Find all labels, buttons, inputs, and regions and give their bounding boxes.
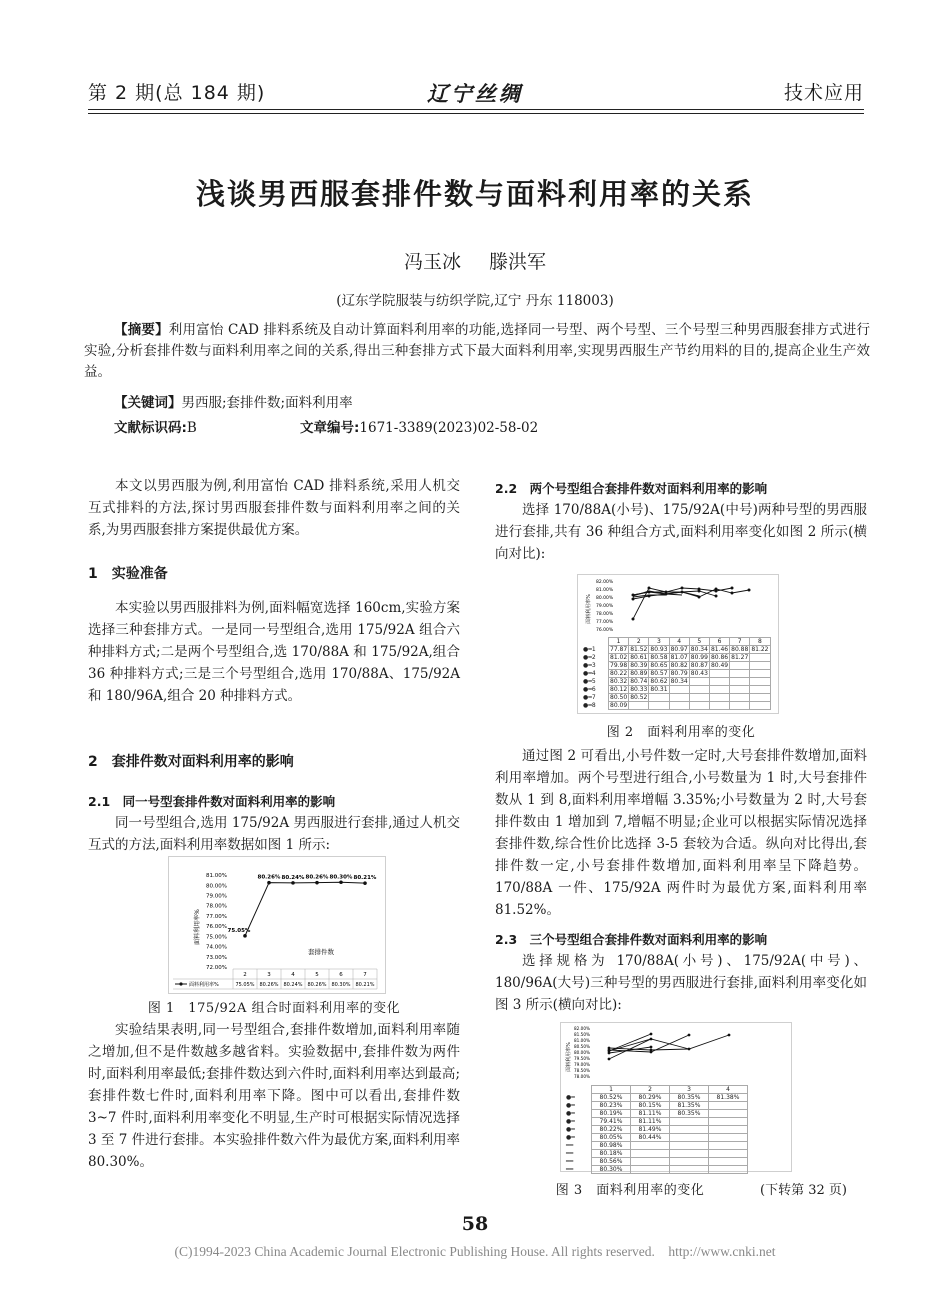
legend-line-icon: ●━ [566, 1094, 575, 1101]
legend-line-icon: ●━ [566, 1126, 575, 1133]
table-row [582, 670, 770, 678]
intro-paragraph: 本文以男西服为例,利用富怡 CAD 排料系统,采用人机交互式排料的方法,探讨男西服套排件数与面料利用率之间的关系,为男西服套排方案提供最优方案。 [88, 478, 460, 538]
table-cell: 80.12 [610, 686, 628, 693]
legend-line-icon: ●━ [566, 1102, 575, 1109]
fig3-ytick: 79.00% [574, 1062, 590, 1067]
table-row [565, 1134, 748, 1142]
table-cell: 81.38% [709, 1094, 748, 1102]
table-cell [709, 1134, 748, 1142]
series-id: 8 [591, 702, 596, 709]
table-cell: 80.61 [630, 654, 648, 661]
fig2-ytick: 82.00% [596, 580, 614, 585]
table-cell: 80.93 [650, 646, 668, 653]
fig1-point [339, 880, 343, 884]
table-cell: 81.11% [631, 1110, 670, 1118]
section-2-heading: 2 套排件数对面料利用率的影响 [88, 754, 294, 770]
table-cell: 80.09 [610, 702, 628, 709]
table-cell: 80.31 [650, 686, 668, 693]
table-cell [670, 1134, 709, 1142]
fig1-table-value: 80.24% [283, 982, 303, 988]
col-header: 7 [730, 638, 750, 646]
col-header: 4 [709, 1086, 748, 1094]
table-cell: 79.98 [610, 662, 628, 669]
table-cell: 80.97 [670, 646, 688, 653]
table-cell [669, 686, 689, 694]
table-cell [709, 1150, 748, 1158]
col-header: 1 [609, 638, 629, 646]
fig1-xlabel: 套排件数 [308, 948, 334, 956]
table-cell [670, 1158, 709, 1166]
table-cell [631, 1150, 670, 1158]
section-1-paragraph: 本实验以男西服排料为例,面料幅宽选择 160cm,实验方案选择三种套排方式。一是同一号型组合,选用 175/92A 组合六种排料方式;二是两个号型组合,选 170/88A 和 175/92A,组合 36 种排料方式;三是三个号型组合,选用 170/88A、175/92A 和 180/96A,组合 20 种排料方式。 [88, 600, 460, 704]
table-cell: 80.15% [631, 1102, 670, 1110]
table-cell: 80.35% [670, 1110, 709, 1118]
table-cell [670, 1166, 709, 1174]
figure-2-caption: 图 2 面料利用率的变化 [606, 725, 756, 740]
col-header: 2 [629, 638, 649, 646]
author-1: 冯玉冰 [403, 251, 461, 273]
table-cell: 80.34 [670, 678, 688, 685]
legend-cell [582, 670, 609, 678]
table-row [582, 646, 770, 654]
table-row [582, 686, 770, 694]
table-cell: 81.46 [710, 646, 729, 653]
legend-cell [582, 678, 609, 686]
article-number-value: 1671-3389(2023)02-58-02 [359, 420, 539, 436]
table-cell [670, 1150, 709, 1158]
col-header: 6 [709, 638, 729, 646]
table-cell [709, 694, 729, 702]
table-cell: 80.56% [592, 1158, 631, 1166]
fig1-point [315, 881, 319, 885]
fig1-ytick: 76.00% [206, 924, 227, 931]
fig1-point [243, 934, 247, 938]
fig1-data-label: 80.21% [353, 875, 377, 882]
keywords-text: 男西服;套排件数;面料利用率 [181, 395, 353, 411]
table-cell: 81.27 [731, 654, 749, 661]
legend-line-icon: ●━ [583, 694, 592, 701]
table-cell: 80.35% [670, 1094, 709, 1102]
fig3-lines [609, 1034, 729, 1059]
fig1-category-label: 3 [267, 972, 271, 978]
table-cell: 80.49 [710, 662, 729, 669]
figure-2 [577, 574, 779, 714]
fig1-category-label: 6 [339, 972, 343, 978]
fig3-ytick: 81.50% [574, 1032, 590, 1037]
table-cell [709, 670, 729, 678]
col-header: 8 [750, 638, 770, 646]
legend-line-icon: ●━ [566, 1134, 575, 1141]
table-cell: 81.35% [670, 1102, 709, 1110]
fig2-ytick: 79.00% [596, 604, 614, 609]
table-cell: 80.98% [592, 1142, 631, 1150]
legend-line-icon: ━━ [566, 1158, 574, 1165]
table-cell: 80.52 [630, 694, 648, 701]
table-cell [709, 1102, 748, 1110]
fig1-data-label: 80.30% [329, 874, 353, 881]
table-cell [709, 686, 729, 694]
affiliation: (辽东学院服装与纺织学院,辽宁 丹东 118003) [336, 293, 614, 309]
section-2-3-paragraph: 选择规格为 170/88A(小号)、175/92A(中号)、180/96A(大号)三种号型的男西服进行套排,面料利用率变化如图 3 所示(横向对比): [495, 953, 867, 1013]
table-cell: 80.79 [670, 670, 688, 677]
table-cell [689, 678, 709, 686]
legend-line-icon: ●━ [583, 670, 592, 677]
fig1-ytick: 75.00% [206, 934, 227, 941]
table-cell [631, 1166, 670, 1174]
fig3-ylabel: 面料利用率% [566, 1042, 572, 1072]
fig1-table-value: 80.21% [355, 982, 375, 988]
table-cell: 80.65 [650, 662, 668, 669]
table-cell [689, 686, 709, 694]
table-row [565, 1158, 748, 1166]
col-header: 5 [689, 638, 709, 646]
table-cell: 80.32 [610, 678, 628, 685]
table-cell [669, 702, 689, 710]
table-row [582, 662, 770, 670]
figure-2-paragraph: 通过图 2 可看出,小号件数一定时,大号套排件数增加,面料利用率增加。两个号型进行组合,小号数量为 1 时,大号套排件数从 1 到 8,面料利用率增幅 3.35%;小号数量为 2 时,大号套排件数由 1 增加到 7,增幅不明显;企业可以根据实际情况选择套排件数,综合性价比选择 3-5 套较为合适。纵向对比得出,套排件数一定,小号套排件数增加,面料利用率呈下降趋势。170/88A 一件、175/92A 两件时为最优方案,面料利用率 81.52%。 [495, 748, 867, 918]
fig1-ytick: 74.00% [206, 944, 227, 951]
table-cell [750, 686, 770, 694]
legend-cell [582, 662, 609, 670]
table-cell: 80.74 [630, 678, 648, 685]
fig1-ytick: 79.00% [206, 893, 227, 900]
table-cell: 80.44% [631, 1134, 670, 1142]
fig1-ytick: 78.00% [206, 903, 227, 910]
legend-line-icon: ━━ [566, 1142, 574, 1149]
legend-cell [582, 694, 609, 702]
fig1-category-label: 5 [315, 972, 319, 978]
fig2-ytick: 77.00% [596, 620, 614, 625]
fig1-table-value: 80.26% [259, 982, 279, 988]
table-cell [689, 702, 709, 710]
table-cell: 80.43 [690, 670, 708, 677]
col-header: 4 [669, 638, 689, 646]
section-1-heading: 1 实验准备 [88, 566, 168, 582]
fig1-table-value: 75.05% [235, 982, 255, 988]
author-2: 滕洪军 [489, 251, 547, 273]
table-cell: 80.52% [592, 1094, 631, 1102]
table-cell [709, 1110, 748, 1118]
article-title: 浅谈男西服套排件数与面料利用率的关系 [195, 177, 754, 211]
figure-1-caption: 图 1 175/92A 组合时面料利用率的变化 [147, 1001, 401, 1016]
keywords-label: 【关键词】 [114, 395, 182, 411]
table-cell [750, 670, 770, 678]
legend-line-icon: ━━ [566, 1166, 574, 1173]
result-paragraph: 实验结果表明,同一号型组合,套排件数增加,面料利用率随之增加,但不是件数越多越省料。实验数据中,套排件数为两件时,面料利用率最低;套排件数达到六件时,面料利用率达到最高;套排件数七件时,面料利用率下降。图中可以看出,套排件数 3~7 件时,面料利用率变化不明显,生产时可根据实际情况选择 3 至 7 件进行套排。本实验排件数六件为最优方案,面料利用率 80.30%。 [88, 1022, 460, 1170]
table-cell: 80.86 [710, 654, 729, 661]
copyright-line: (C)1994-2023 China Academic Journal Electronic Publishing House. All rights reserved. http://www.cnki.net [174, 1244, 776, 1259]
fig1-ytick: 80.00% [206, 883, 227, 890]
table-cell: 81.07 [670, 654, 688, 661]
figure-3-table [565, 1085, 748, 1174]
figure-3-caption: 图 3 面料利用率的变化 [555, 1183, 705, 1198]
legend-line-icon: ●━ [583, 702, 592, 709]
fig3-ytick: 82.00% [574, 1026, 590, 1031]
table-cell [669, 694, 689, 702]
table-cell: 80.99 [690, 654, 708, 661]
col-header: 2 [631, 1086, 670, 1094]
article-number-label: 文章编号: [300, 420, 360, 436]
table-cell: 80.34 [690, 646, 708, 653]
table-cell: 81.11% [631, 1118, 670, 1126]
table-cell [709, 702, 729, 710]
series-id: 3 [591, 662, 596, 669]
fig1-legend-marker [179, 982, 182, 985]
doc-code-value: B [186, 420, 197, 436]
series-id: 1 [591, 646, 596, 653]
table-cell: 80.22% [592, 1126, 631, 1134]
table-cell: 80.29% [631, 1094, 670, 1102]
series-id: 2 [591, 654, 596, 661]
table-cell [649, 702, 669, 710]
fig1-table-value: 80.26% [307, 982, 327, 988]
series-id: 4 [591, 670, 596, 677]
series-id: 5 [591, 678, 596, 685]
table-cell [709, 1158, 748, 1166]
table-cell [750, 702, 770, 710]
fig1-ytick: 81.00% [206, 873, 227, 880]
fig3-ytick: 80.50% [574, 1044, 590, 1049]
keywords [114, 393, 900, 414]
doc-code-label: 文献标识码: [114, 420, 187, 436]
page-number: 58 [461, 1213, 489, 1235]
table-cell: 81.49% [631, 1126, 670, 1134]
table-cell: 80.58 [650, 654, 668, 661]
legend-line-icon: ●━ [566, 1118, 575, 1125]
table-row [565, 1086, 748, 1094]
legend-cell [582, 654, 609, 662]
fig3-ytick: 78.50% [574, 1068, 590, 1073]
fig2-ytick: 76.00% [596, 628, 614, 633]
table-cell: 80.05% [592, 1134, 631, 1142]
fig1-category-label: 7 [363, 972, 367, 978]
series-id: 7 [591, 694, 596, 701]
table-cell [730, 694, 750, 702]
figure-3-chart [561, 1023, 791, 1083]
table-cell: 80.62 [650, 678, 668, 685]
fig3-ytick: 80.00% [574, 1050, 590, 1055]
table-row [565, 1142, 748, 1150]
table-cell: 80.39 [630, 662, 648, 669]
section-2-2-paragraph: 选择 170/88A(小号)、175/92A(中号)两种号型的男西服进行套排,共有 36 种组合方式,面料利用率变化如图 2 所示(横向对比): [495, 502, 867, 562]
abstract [84, 320, 870, 383]
table-row [582, 638, 770, 646]
table-cell [730, 670, 750, 678]
fig3-ytick: 81.00% [574, 1038, 590, 1043]
col-header: 3 [670, 1086, 709, 1094]
figure-1 [168, 856, 386, 994]
legend-line-icon: ●━ [583, 646, 592, 653]
table-cell [730, 702, 750, 710]
table-cell: 80.88 [731, 646, 749, 653]
figure-2-table [582, 637, 771, 710]
section-2-2-heading: 2.2 两个号型组合套排件数对面料利用率的影响 [495, 481, 768, 496]
header-rule [88, 109, 864, 110]
table-cell: 80.30% [592, 1166, 631, 1174]
table-cell [631, 1158, 670, 1166]
table-cell [750, 662, 770, 670]
running-header-issue: 第 2 期(总 184 期) [88, 82, 266, 104]
fig1-data-label: 80.24% [281, 874, 305, 881]
header-rule-thin [88, 113, 864, 114]
table-row [565, 1102, 748, 1110]
running-header-section: 技术应用 [783, 82, 864, 104]
section-2-1-heading: 2.1 同一号型套排件数对面料利用率的影响 [88, 794, 336, 809]
table-cell [709, 1118, 748, 1126]
fig2-ytick: 78.00% [596, 612, 614, 617]
table-row [565, 1166, 748, 1174]
section-2-1-paragraph: 同一号型组合,选用 175/92A 男西服进行套排,通过人机交互式的方法,面料利用率数据如图 1 所示: [88, 815, 460, 853]
table-cell: 80.57 [650, 670, 668, 677]
table-cell [730, 686, 750, 694]
legend-cell [582, 686, 609, 694]
fig1-legend-label: 面料利用率% [189, 982, 219, 988]
table-cell: 80.50 [610, 694, 628, 701]
table-cell [750, 654, 770, 662]
table-cell [689, 694, 709, 702]
fig2-ytick: 81.00% [596, 588, 614, 593]
table-cell [670, 1118, 709, 1126]
table-row [565, 1094, 748, 1102]
table-row [582, 694, 770, 702]
legend-line-icon: ●━ [583, 662, 592, 669]
col-header: 1 [592, 1086, 631, 1094]
table-cell [629, 702, 649, 710]
table-cell: 80.82 [670, 662, 688, 669]
authors [0, 247, 950, 274]
table-cell [730, 678, 750, 686]
abstract-text: 利用富怡 CAD 排料系统及自动计算面料利用率的功能,选择同一号型、两个号型、三个号型三种男西服套排方式进行实验,分析套排件数与面料利用率之间的关系,得出三种套排方式下最大面料利用率,实现男西服生产节约用料的目的,提高企业生产效益。 [84, 322, 871, 380]
table-cell: 80.33 [630, 686, 648, 693]
fig1-data-label: 80.26% [257, 874, 281, 881]
figure-3 [560, 1022, 792, 1172]
table-cell: 80.22 [610, 670, 628, 677]
table-cell [670, 1126, 709, 1134]
fig1-data-label: 80.26% [305, 874, 329, 881]
series-id: 6 [591, 686, 596, 693]
table-row [582, 702, 770, 710]
table-cell: 81.52 [630, 646, 648, 653]
legend-line-icon: ●━ [583, 686, 592, 693]
table-cell: 80.23% [592, 1102, 631, 1110]
fig3-ytick: 79.50% [574, 1056, 590, 1061]
fig1-table-value: 80.30% [331, 982, 351, 988]
fig1-ytick: 77.00% [206, 913, 227, 920]
table-row [582, 678, 770, 686]
table-cell: 79.41% [592, 1118, 631, 1126]
table-cell [750, 678, 770, 686]
fig1-series-line [245, 882, 365, 936]
table-cell [730, 662, 750, 670]
table-cell [631, 1142, 670, 1150]
fig3-ytick: 78.00% [574, 1074, 590, 1079]
continued-note: (下转第 32 页) [760, 1183, 847, 1198]
fig1-point [291, 881, 295, 885]
table-cell [709, 1126, 748, 1134]
legend-line-icon: ━━ [566, 1150, 574, 1157]
table-cell [709, 1142, 748, 1150]
fig1-data-label: 75.05% [227, 927, 251, 934]
table-cell [709, 1166, 748, 1174]
table-row [565, 1126, 748, 1134]
fig2-ylabel: 面料利用率% [586, 594, 592, 624]
table-row [565, 1110, 748, 1118]
table-cell: 81.22 [751, 646, 769, 653]
running-header-journal: 辽宁丝绸 [427, 82, 523, 106]
fig1-point [363, 881, 367, 885]
table-cell: 81.02 [610, 654, 628, 661]
table-row [565, 1150, 748, 1158]
fig1-ylabel: 面料利用率% [194, 909, 201, 945]
figure-2-chart [578, 575, 778, 637]
table-cell [709, 678, 729, 686]
legend-line-icon: ●━ [583, 678, 592, 685]
table-row [582, 654, 770, 662]
legend-line-icon: ●━ [583, 654, 592, 661]
figure-1-chart [169, 857, 385, 993]
legend-cell [582, 702, 609, 710]
fig1-ytick: 73.00% [206, 954, 227, 961]
abstract-label: 【摘要】 [114, 322, 169, 338]
table-cell: 80.89 [630, 670, 648, 677]
legend-cell [582, 646, 609, 654]
fig1-point [267, 881, 271, 885]
table-cell: 80.18% [592, 1150, 631, 1158]
fig2-ytick: 80.00% [596, 596, 614, 601]
fig1-category-label: 4 [291, 972, 295, 978]
section-2-3-heading: 2.3 三个号型组合套排件数对面料利用率的影响 [495, 932, 768, 947]
table-cell [670, 1142, 709, 1150]
table-cell: 77.87 [610, 646, 628, 653]
table-row [565, 1118, 748, 1126]
col-header: 3 [649, 638, 669, 646]
table-cell: 80.19% [592, 1110, 631, 1118]
fig1-ytick: 72.00% [206, 965, 227, 971]
legend-line-icon: ●━ [566, 1110, 575, 1117]
table-cell [649, 694, 669, 702]
table-cell [750, 694, 770, 702]
table-cell: 80.87 [690, 662, 708, 669]
fig1-category-label: 2 [243, 972, 247, 978]
article-number [300, 418, 700, 439]
